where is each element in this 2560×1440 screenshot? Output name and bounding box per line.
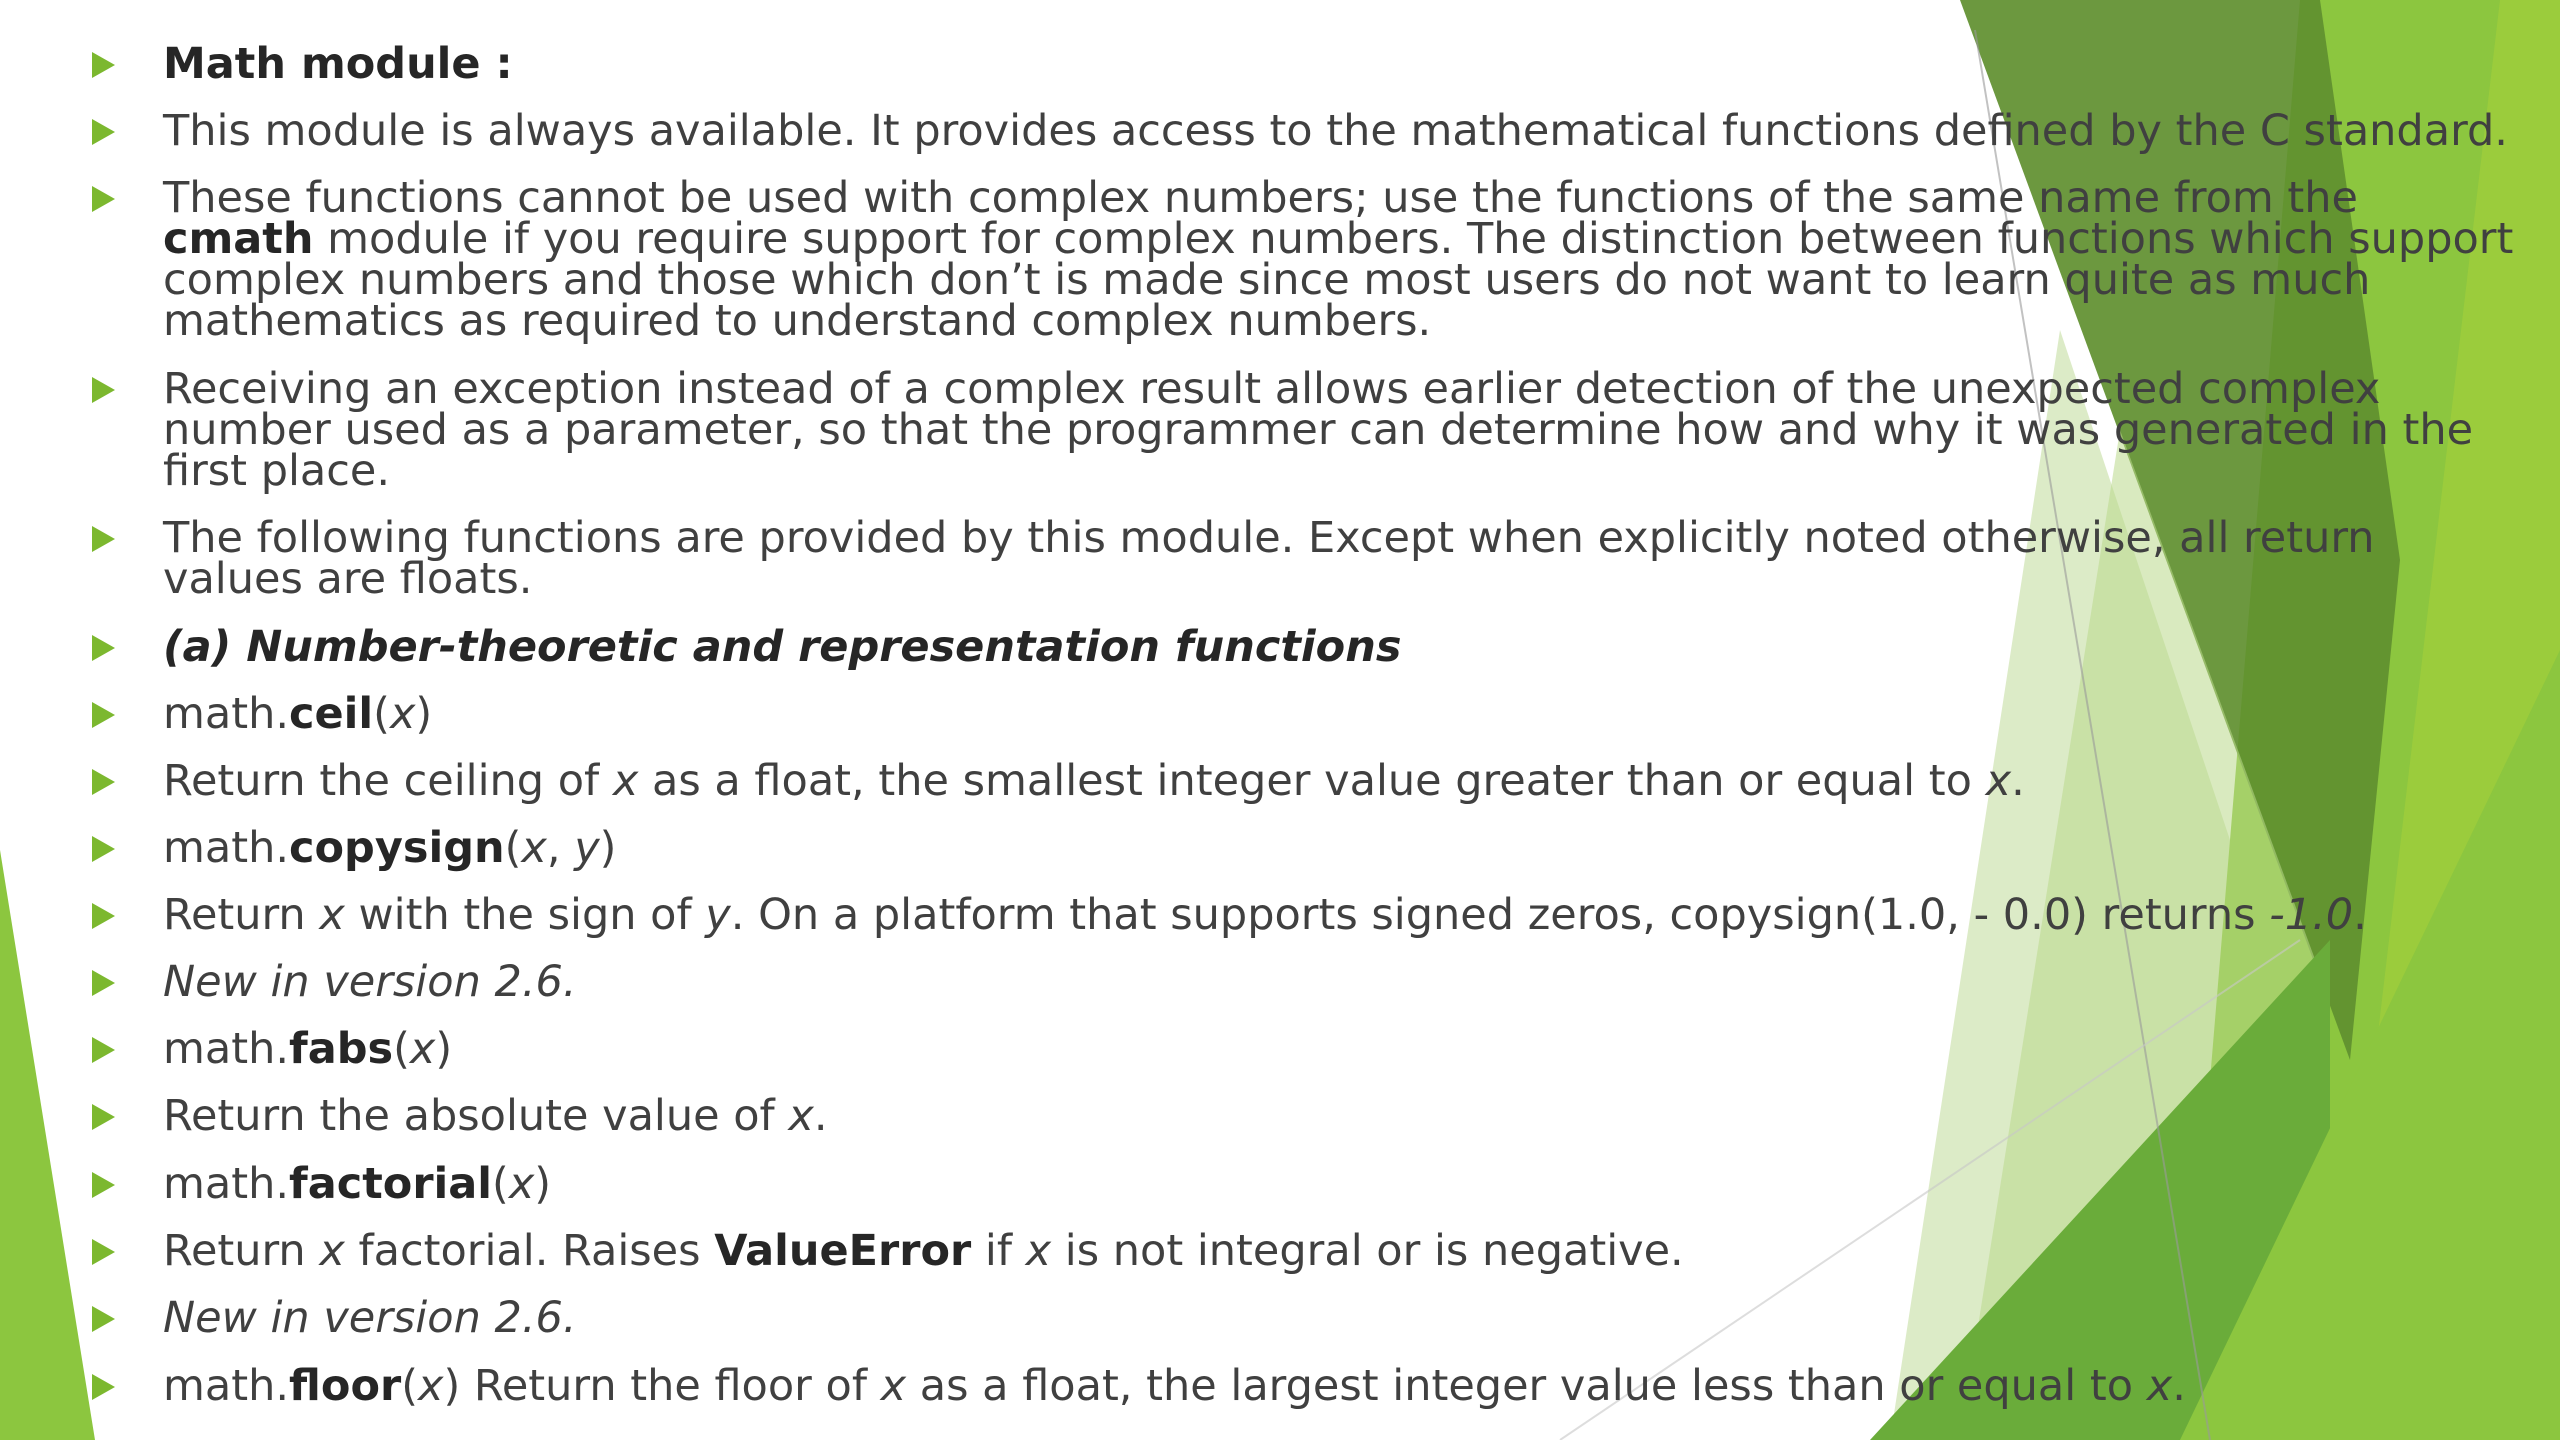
text-segment: This module is always available. It provides access to the mathematical functions defined by the C standard.: [163, 106, 2508, 156]
text-segment: x: [319, 1226, 345, 1276]
text-segment: x: [880, 1361, 907, 1411]
bullet-text: [163, 689, 2523, 739]
text-segment: . On a platform that supports signed zeros, copysign(1.0, - 0.0) returns: [730, 890, 2270, 940]
text-segment: mathematics as required to understand complex numbers.: [163, 296, 1432, 346]
text-segment: y: [574, 823, 600, 873]
text-segment: math.: [163, 1024, 290, 1074]
text-segment: x: [319, 890, 345, 940]
text-segment: Receiving an exception instead of a complex result allows earlier detection of the unexpected complex: [163, 364, 2381, 414]
text-segment: x: [1985, 756, 2012, 806]
text-segment: (: [492, 1159, 509, 1209]
text-segment: x: [389, 689, 416, 739]
text-segment: -1.0: [2269, 890, 2354, 940]
text-segment: ): [415, 689, 433, 739]
text-segment: number used as a parameter, so that the programmer can determine how and why it was generated in the: [163, 405, 2474, 455]
triangle-right-icon: [92, 1104, 115, 1130]
triangle-right-icon: [92, 903, 115, 929]
text-segment: x: [521, 823, 547, 873]
triangle-right-icon: [92, 1172, 115, 1198]
text-segment: ): [599, 823, 617, 873]
triangle-right-icon: [92, 1306, 115, 1332]
text-segment: math.: [163, 1159, 290, 1209]
text-segment: .: [2172, 1361, 2186, 1411]
text-segment: (a) Number-theoretic and representation functions: [163, 622, 1402, 672]
text-segment: (: [401, 1361, 418, 1411]
text-segment: module if you require support for complex numbers. The distinction between functions which support: [313, 214, 2514, 264]
text-segment: fabs: [289, 1024, 394, 1074]
triangle-right-icon: [92, 52, 115, 78]
text-segment: x: [1025, 1226, 1052, 1276]
text-segment: math.: [163, 689, 290, 739]
text-segment: first place.: [163, 446, 391, 496]
text-segment: .: [813, 1091, 828, 1141]
bullet-text: [163, 1226, 2523, 1276]
text-segment: ,: [546, 823, 575, 873]
text-segment: New in version 2.6.: [163, 1293, 577, 1343]
bullet-text: [163, 957, 2523, 1007]
bullet-text: [163, 756, 2523, 806]
text-segment: Return the ceiling of: [163, 756, 613, 806]
triangle-right-icon: [92, 526, 115, 552]
bullet-text: [163, 106, 2523, 156]
triangle-right-icon: [92, 119, 115, 145]
text-segment: x: [612, 756, 639, 806]
text-segment: values are floats.: [163, 554, 533, 604]
text-segment: x: [788, 1091, 814, 1141]
text-segment: Return: [163, 1226, 320, 1276]
triangle-right-icon: [92, 1037, 115, 1063]
triangle-right-icon: [92, 1374, 115, 1400]
text-segment: math.: [163, 823, 290, 873]
text-segment: as a float, the largest integer value less than or equal to: [906, 1361, 2147, 1411]
bullet-text: [163, 1361, 2523, 1411]
triangle-right-icon: [92, 186, 115, 212]
text-segment: (: [393, 1024, 410, 1074]
text-segment: The following functions are provided by this module. Except when explicitly noted otherwise, all return: [163, 513, 2375, 563]
text-segment: .: [2353, 890, 2367, 940]
bullet-text: [163, 823, 2523, 873]
triangle-right-icon: [92, 702, 115, 728]
bullet-text: [163, 173, 2523, 346]
text-segment: x: [417, 1361, 444, 1411]
bullet-text: [163, 622, 2523, 672]
text-segment: ValueError: [714, 1226, 972, 1276]
text-segment: x: [508, 1159, 535, 1209]
bullet-text: [163, 364, 2523, 496]
text-segment: .: [2011, 756, 2025, 806]
bullet-text: [163, 39, 2523, 89]
triangle-right-icon: [92, 769, 115, 795]
text-segment: is not integral or is negative.: [1051, 1226, 1684, 1276]
text-segment: if: [971, 1226, 1026, 1276]
text-segment: ): [435, 1024, 453, 1074]
text-segment: Return the absolute value of: [163, 1091, 789, 1141]
text-segment: These functions cannot be used with complex numbers; use the functions of the same name from the: [163, 173, 2358, 223]
triangle-right-icon: [92, 377, 115, 403]
text-segment: cmath: [163, 214, 314, 264]
bullet-text: [163, 1091, 2523, 1141]
text-segment: with the sign of: [344, 890, 706, 940]
triangle-right-icon: [92, 970, 115, 996]
text-segment: Math module :: [163, 39, 513, 89]
text-segment: complex numbers and those which don’t is made since most users do not want to learn quite as much: [163, 255, 2371, 305]
text-segment: (: [373, 689, 390, 739]
text-segment: y: [705, 890, 731, 940]
text-segment: math.: [163, 1361, 290, 1411]
text-segment: factorial. Raises: [344, 1226, 715, 1276]
text-segment: Return: [163, 890, 320, 940]
bullet-text: [163, 890, 2523, 940]
triangle-right-icon: [92, 635, 115, 661]
text-segment: floor: [289, 1361, 402, 1411]
bullet-text: [163, 1024, 2523, 1074]
text-segment: New in version 2.6.: [163, 957, 577, 1007]
text-segment: ) Return the floor of: [443, 1361, 881, 1411]
text-segment: ): [534, 1159, 552, 1209]
text-segment: ceil: [289, 689, 374, 739]
text-segment: copysign: [289, 823, 505, 873]
triangle-right-icon: [92, 1239, 115, 1265]
text-segment: as a float, the smallest integer value greater than or equal to: [638, 756, 1986, 806]
bullet-text: [163, 1293, 2523, 1343]
bullet-text: [163, 1159, 2523, 1209]
text-segment: (: [504, 823, 522, 873]
text-segment: factorial: [289, 1159, 493, 1209]
bullet-text: [163, 513, 2523, 604]
text-segment: x: [409, 1024, 436, 1074]
text-segment: x: [2146, 1361, 2173, 1411]
triangle-right-icon: [92, 836, 115, 862]
